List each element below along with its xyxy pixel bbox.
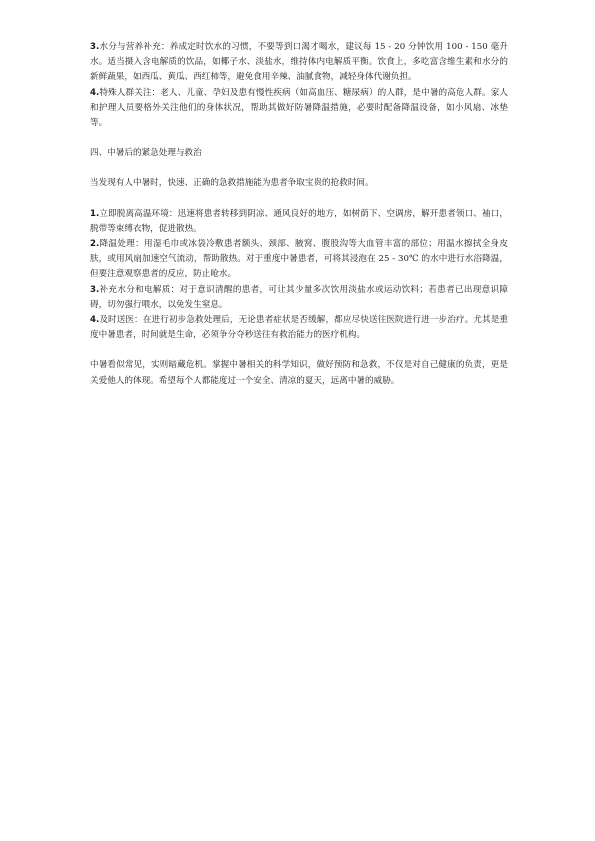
item-text: 水分与营养补充：养成定时饮水的习惯，不要等到口渴才喝水，建议每 15 - 20 分钟饮用 100 - 150 毫升水。适当摄入含电解质的饮品，如椰子水、淡盐水，维持体内电解质平衡。饮食上，多吃富含维生素和水分的新鲜蔬果，如西瓜、黄瓜、西红柿等，避免食用辛辣、油腻食物，减轻身体代谢负担。	[90, 42, 508, 83]
list-item	[90, 283, 508, 313]
item-text: 立即脱离高温环境：迅速将患者转移到阴凉、通风良好的地方，如树荫下、空调房，解开患者领口、袖口，脱带等束缚衣物，促进散热。	[90, 208, 508, 234]
document-body	[90, 40, 508, 389]
item-number: 4.	[90, 87, 100, 98]
item-number: 2.	[90, 239, 100, 250]
intro-paragraph: 当发现有人中暑时，快速、正确的急救措施能为患者争取宝贵的抢救时间。	[90, 178, 374, 189]
list-item	[90, 207, 508, 237]
item-text: 及时送医：在进行初步急救处理后，无论患者症状是否缓解，都应尽快送往医院进行进一步治疗。尤其是重度中暑患者，时间就是生命，必须争分夺秒送往有救治能力的医疗机构。	[90, 315, 508, 341]
item-text: 补充水分和电解质：对于意识清醒的患者，可让其少量多次饮用淡盐水或运动饮料；若患者已出现意识障碍，切勿强行喂水，以免发生窒息。	[90, 284, 508, 310]
list-item	[90, 40, 508, 86]
prevention-list	[90, 40, 508, 131]
list-item	[90, 86, 508, 132]
item-text: 特殊人群关注：老人、儿童、孕妇及患有慢性疾病（如高血压、糖尿病）的人群，是中暑的高危人群。家人和护理人员要格外关注他们的身体状况，帮助其做好防暑降温措施，必要时配备降温设备，如小风扇、冰垫等。	[90, 87, 508, 129]
closing-paragraph: 中暑看似常见，实则暗藏危机。掌握中暑相关的科学知识，做好预防和急救，不仅是对自己健康的负责，更是关爱他人的体现。希望每个人都能度过一个安全、清凉的夏天，远离中暑的威胁。	[90, 360, 508, 386]
item-number: 3.	[90, 284, 100, 295]
rescue-list	[90, 207, 508, 344]
section-heading: 四、中暑后的紧急处理与救治	[90, 148, 202, 159]
item-number: 4.	[90, 315, 100, 326]
item-number: 3.	[90, 42, 100, 52]
item-number: 1.	[90, 208, 100, 219]
list-item	[90, 237, 508, 283]
list-item	[90, 313, 508, 343]
item-text: 降温处理：用湿毛巾或冰袋冷敷患者额头、颈部、腋窝、腹股沟等大血管丰富的部位；用温水擦拭全身皮肤，或用风扇加速空气流动，帮助散热。对于重度中暑患者，可将其浸泡在 25 - 30℃ 的水中进行水浴降温，但要注意观察患者的反应，防止呛水。	[90, 239, 508, 280]
